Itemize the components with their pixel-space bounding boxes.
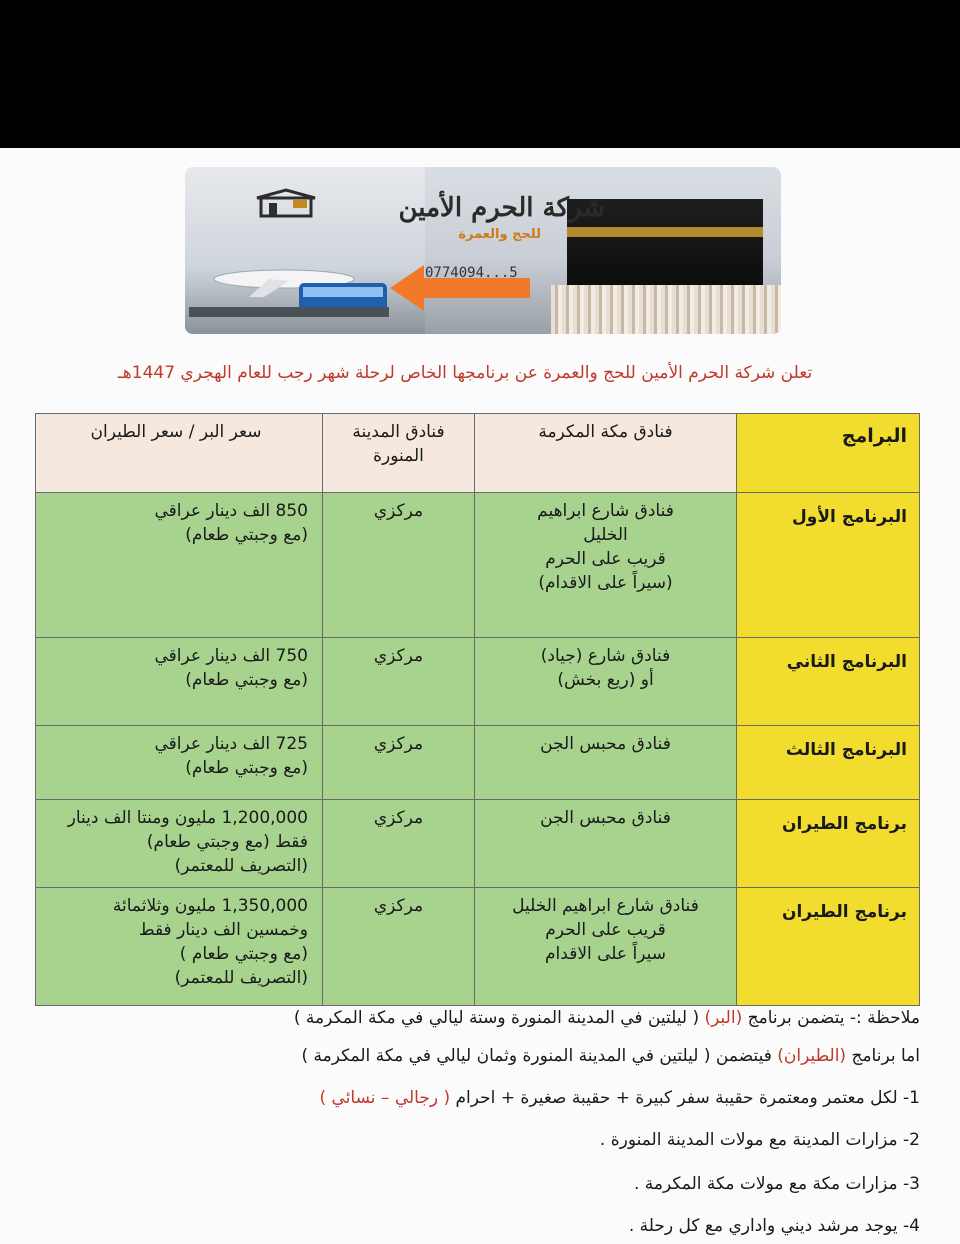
mecca-line: قريب على الحرم <box>545 549 666 569</box>
price-line: 1,350,000 مليون وثلاثمائة <box>112 896 308 916</box>
mecca-hotel-cell <box>475 726 737 800</box>
price-line: (التصريف للمعتمر) <box>174 968 308 988</box>
price-line: 850 الف دينار عراقي <box>154 501 308 521</box>
mecca-line: فنادق محبس الجن <box>540 734 671 754</box>
price-line: (مع وجبتي طعام) <box>185 525 308 545</box>
price-cell <box>36 800 323 888</box>
table-row <box>36 493 920 638</box>
price-line: 1,200,000 مليون ومنتا الف دينار <box>67 808 308 828</box>
note-highlight: (البر) <box>704 1008 743 1028</box>
price-line: (التصريف للمعتمر) <box>174 856 308 876</box>
mecca-line: فنادق شارع ابراهيم الخليل <box>512 896 699 916</box>
header-medina-line1: فنادق المدينة <box>352 422 445 442</box>
note-text: ملاحظة :- يتضمن برنامج <box>742 1008 920 1028</box>
medina-hotel-cell: مركزي <box>323 493 475 638</box>
price-line: فقط (مع وجبتي طعام) <box>146 832 308 852</box>
medina-hotel-cell: مركزي <box>323 888 475 1006</box>
mecca-line: الخليل <box>583 525 628 545</box>
announcement-text: تعلن شركة الحرم الأمين للحج والعمرة عن برنامجها الخاص لرحلة شهر رجب للعام الهجري 1447هـ <box>117 363 813 383</box>
mecca-hotel-cell <box>475 493 737 638</box>
note-text: ( ليلتين في المدينة المنورة وستة ليالي في مكة المكرمة ) <box>293 1008 705 1028</box>
programs-table <box>35 413 920 1006</box>
note-item-3: 3- مزارات مكة مع مولات مكة المكرمة . <box>633 1174 920 1194</box>
mecca-line: أو (ريع بخش) <box>557 670 654 690</box>
note-item-1 <box>40 1088 920 1108</box>
price-line: (مع وجبتي طعام ) <box>179 944 308 964</box>
mecca-line: قريب على الحرم <box>545 920 666 940</box>
mecca-line: فنادق محبس الجن <box>540 808 671 828</box>
mecca-line: فنادق شارع ابراهيم <box>537 501 674 521</box>
note-line-1 <box>40 1008 920 1028</box>
table-row <box>36 726 920 800</box>
company-subtitle: للحج والعمرة <box>458 227 541 242</box>
table-header-row <box>36 414 920 493</box>
document-page <box>0 148 960 1244</box>
note-item-4: 4- يوجد مرشد ديني واداري مع كل رحلة . <box>628 1216 920 1236</box>
price-line: (مع وجبتي طعام) <box>185 758 308 778</box>
price-cell <box>36 493 323 638</box>
price-line: (مع وجبتي طعام) <box>185 670 308 690</box>
airplane-bus-image <box>189 257 389 317</box>
phone-number: 0774094...5 <box>425 265 518 281</box>
table-row <box>36 638 920 726</box>
program-name: البرنامج الثاني <box>737 638 920 726</box>
header-programs: البرامج <box>737 414 920 493</box>
header-price: سعر البر / سعر الطيران <box>36 414 323 493</box>
price-cell <box>36 638 323 726</box>
medina-hotel-cell: مركزي <box>323 638 475 726</box>
note-highlight: ( رجالي – نسائي ) <box>319 1088 451 1108</box>
price-cell <box>36 726 323 800</box>
mecca-line: سيراً على الاقدام <box>545 944 666 964</box>
note-item-2: 2- مزارات المدينة مع مولات المدينة المنورة . <box>599 1130 920 1150</box>
mecca-hotel-cell <box>475 638 737 726</box>
mecca-hotel-cell <box>475 888 737 1006</box>
kaaba-gold-band <box>567 227 763 237</box>
company-banner <box>185 167 781 334</box>
price-line: 725 الف دينار عراقي <box>154 734 308 754</box>
header-medina-hotels <box>323 414 475 493</box>
mecca-hotel-cell <box>475 800 737 888</box>
program-name: البرنامج الأول <box>737 493 920 638</box>
price-cell <box>36 888 323 1006</box>
note-text: فيتضمن ( ليلتين في المدينة المنورة وثمان ليالي في مكة المكرمة ) <box>301 1046 778 1066</box>
header-medina-line2: المنورة <box>373 446 424 466</box>
note-line-2 <box>40 1046 920 1066</box>
mecca-line: (سيراً على الاقدام) <box>538 573 673 593</box>
table-row <box>36 800 920 888</box>
price-line: وخمسين الف دينار فقط <box>138 920 308 940</box>
company-name: شركة الحرم الأمين <box>398 193 605 223</box>
medina-hotel-cell: مركزي <box>323 726 475 800</box>
program-name: برنامج الطيران <box>737 800 920 888</box>
program-name: برنامج الطيران <box>737 888 920 1006</box>
price-line: 750 الف دينار عراقي <box>154 646 308 666</box>
pilgrims-crowd-image <box>551 285 781 334</box>
note-text: اما برنامج <box>846 1046 920 1066</box>
mecca-line: فنادق شارع (جياد) <box>540 646 671 666</box>
header-mecca-hotels: فنادق مكة المكرمة <box>475 414 737 493</box>
medina-hotel-cell: مركزي <box>323 800 475 888</box>
program-name: البرنامج الثالث <box>737 726 920 800</box>
note-highlight: (الطيران) <box>777 1046 847 1066</box>
note-text: 1- لكل معتمر ومعتمرة حقيبة سفر كبيرة + حقيبة صغيرة + احرام <box>450 1088 920 1108</box>
table-row <box>36 888 920 1006</box>
kaaba-house-logo-icon <box>255 188 317 218</box>
